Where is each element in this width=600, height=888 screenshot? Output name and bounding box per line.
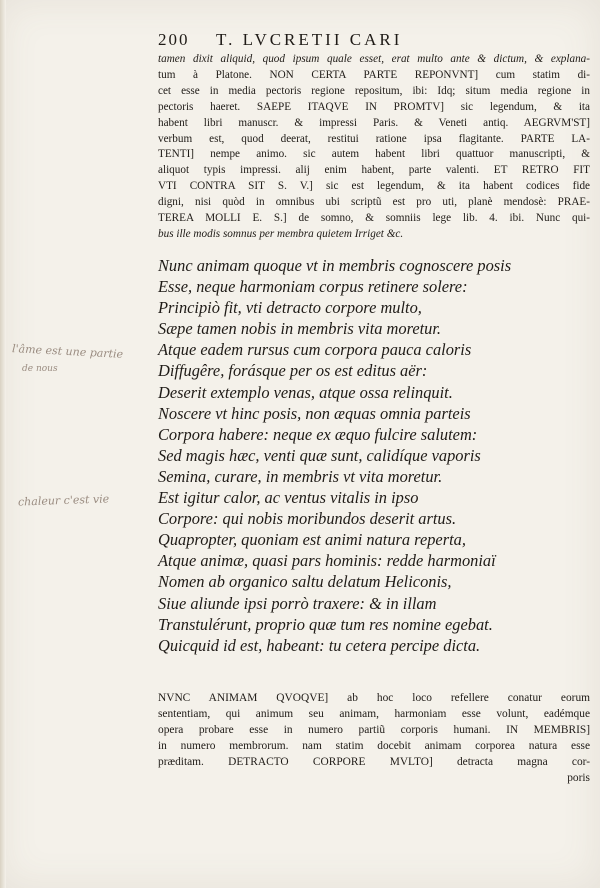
commentary-line: TENTI] nempe animo. sic autem habent libri quattuor manuscripti, & [158, 148, 590, 161]
commentary-line: pectoris haeret. SAEPE ITAQVE IN PROMTV] sic legendum, & ita [158, 100, 590, 113]
commentary-line: tum à Platone. NON CERTA PARTE REPONVNT] cum statim di- [158, 68, 590, 81]
verse-line: Noscere vt hinc posis, non æquas omnia parteis [158, 403, 471, 423]
verse-line: Atque animæ, quasi pars hominis: redde harmoniaï [158, 551, 496, 571]
verse-line: Esse, neque harmoniam corpus retinere solere: [158, 277, 468, 297]
footnote-line: poris [567, 771, 590, 784]
verse-line: Corpora habere: neque ex æquo fulcire salutem: [158, 424, 478, 444]
verse-line: Corpore: qui nobis moribundos deserit artus. [158, 509, 457, 529]
commentary-line: habent libri manuscr. & impressi Paris. & Veneti antiq. AEGRVM'ST] [158, 116, 590, 129]
page-gutter [0, 0, 6, 888]
verse-line: Siue aliunde ipsi porrò traxere: & in illam [158, 593, 437, 613]
verse-line: Quicquid id est, habeant: tu cetera percipe dicta. [158, 635, 481, 655]
footnote-line: sententiam, qui animum seu animam, harmoniam esse volunt, eadémque [158, 707, 590, 720]
running-head: T. LVCRETII CARI [216, 30, 403, 49]
footnote-block [158, 691, 590, 786]
commentary-line: VTI CONTRA SIT S. V.] sic est legendum, & ita habent codices fide [158, 180, 590, 193]
verse-line: Nomen ab organico saltu delatum Heliconis, [158, 572, 452, 592]
verse-line: Sæpe tamen nobis in membris vita moretur. [158, 319, 442, 339]
commentary-line: verbum est, quod deerat, restitui ratione ipsa flagitante. PARTE LA- [158, 132, 590, 145]
footnote-line: NVNC ANIMAM QVOQVE] ab hoc loco refellere conatur eorum [158, 692, 590, 704]
verse-line: Est igitur calor, ac ventus vitalis in ipso [158, 488, 419, 508]
commentary-line: TEREA MOLLI E. S.] de somno, & somniis lege lib. 4. ibi. Nunc qui- [158, 212, 590, 225]
handwritten-margin-note: de nous [22, 364, 58, 374]
verse-line: Diffugêre, forásque per os est editus aër: [158, 361, 428, 381]
verse-line: Principiò fit, vti detracto corpore multo, [158, 298, 422, 318]
verse-line: Semina, curare, in membris vt vita moretur. [158, 466, 443, 486]
verse-line: Quapropter, quoniam est animi natura reperta, [158, 530, 466, 550]
commentary-line: aliquot typis impressi. alij enim habent, parte valenti. ET RETRO FIT [158, 164, 590, 177]
verse-block [158, 255, 578, 656]
commentary-line: digni, nisi quòd in omnibus ubi scriptũ est pro uti, planè mendosè: PRAE- [158, 196, 590, 209]
commentary-line: cet esse in media pectoris regione repositum, ibi: Idq; situm media regione in [158, 84, 590, 97]
verse-line: Transtulérunt, proprio quæ tum res nomine egebat. [158, 614, 493, 634]
page-header [158, 30, 578, 52]
handwritten-margin-note: l'âme est une partie [11, 342, 124, 361]
page-number: 200 [158, 30, 190, 49]
commentary-line: tamen dixit aliquid, quod ipsum quale esset, erat multo ante & dictum, & explana- [158, 53, 590, 65]
commentary-block [158, 52, 590, 243]
commentary-line: bus ille modis somnus per membra quietem Irriget &c. [158, 227, 404, 240]
verse-line: Sed magis hæc, venti quæ sunt, calidíque vaporis [158, 445, 481, 465]
verse-line: Atque eadem rursus cum corpora pauca caloris [158, 340, 472, 360]
footnote-line: in numero membrorum. nam statim docebit animam corporea natura esse [158, 739, 590, 752]
footnote-line: opera probare esse in numero partiũ corporis humani. IN MEMBRIS] [158, 723, 590, 736]
verse-line: Deserit extemplo venas, atque ossa relinquit. [158, 382, 453, 402]
handwritten-margin-note: chaleur c'est vie [17, 492, 110, 509]
verse-line: Nunc animam quoque vt in membris cognoscere posis [158, 256, 512, 275]
footnote-line: præditam. DETRACTO CORPORE MVLTO] detracta magna cor- [158, 755, 590, 768]
